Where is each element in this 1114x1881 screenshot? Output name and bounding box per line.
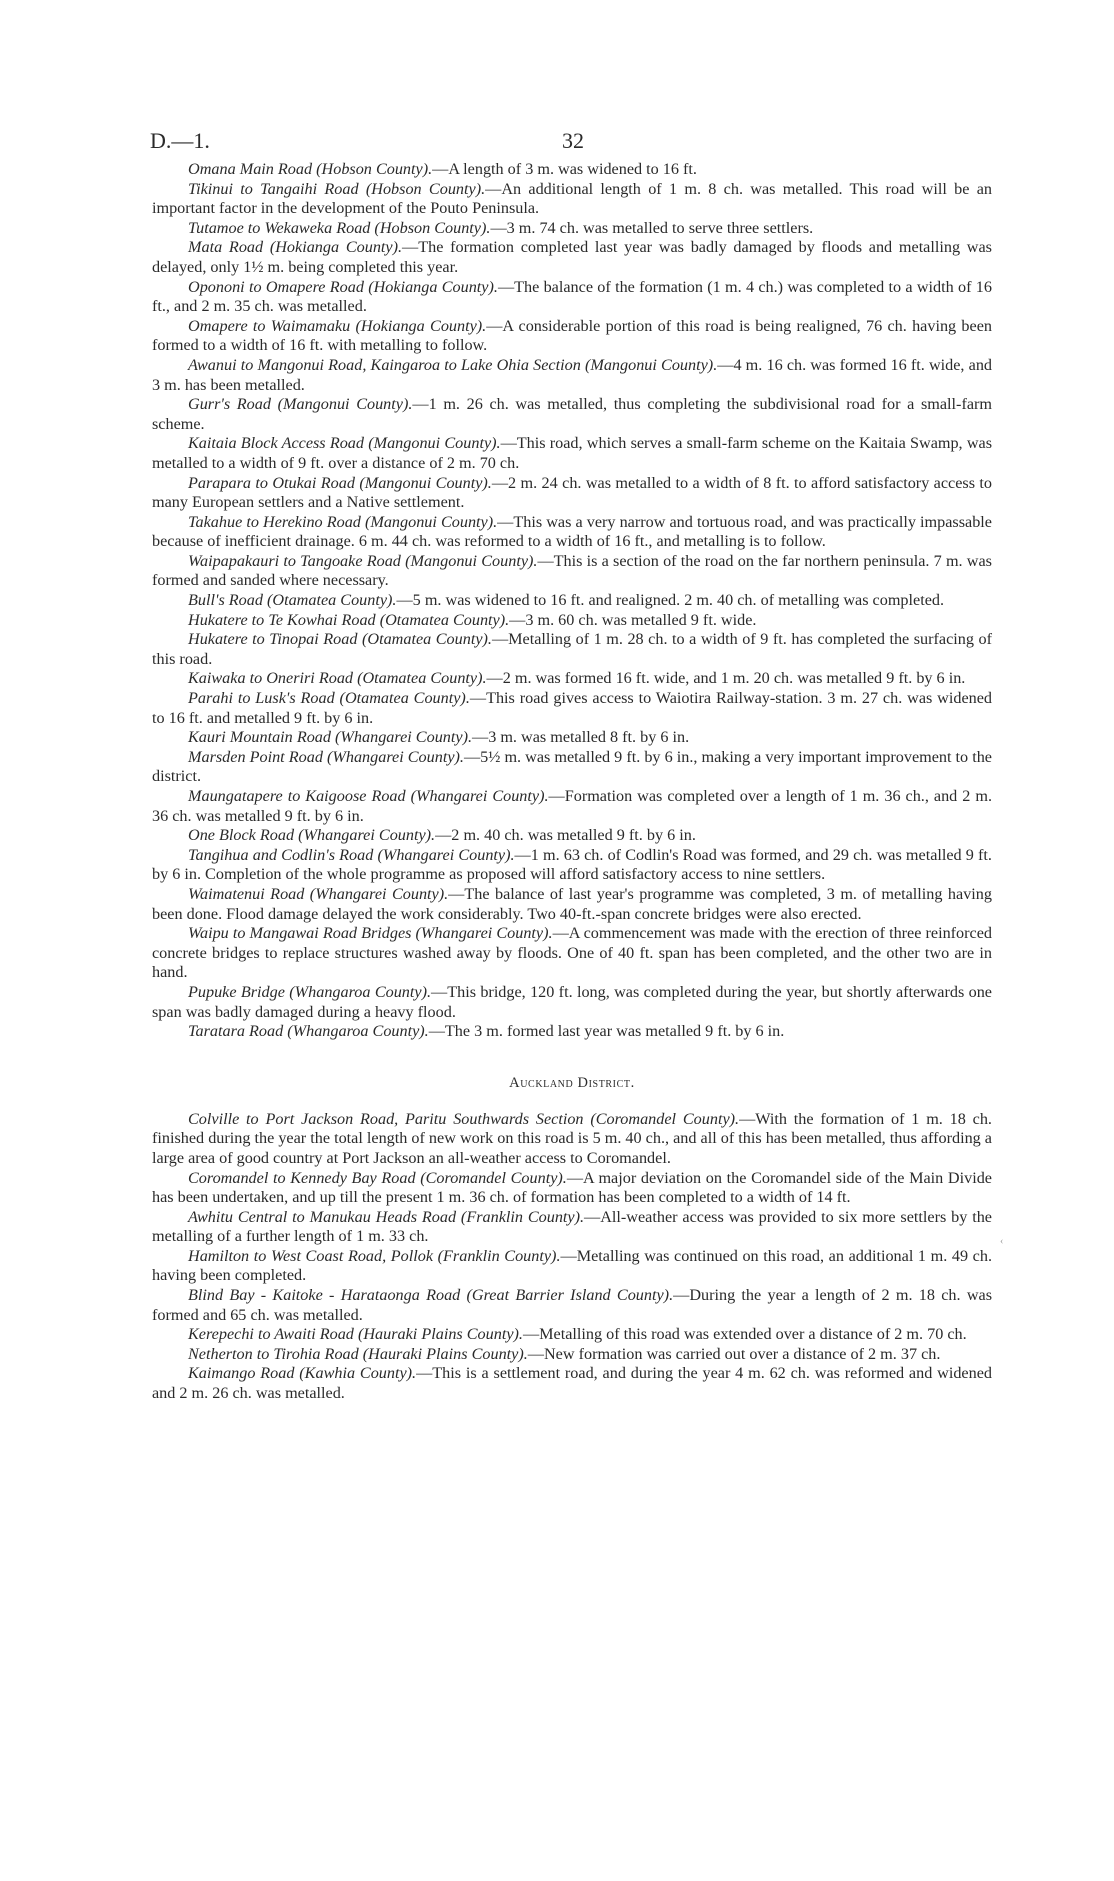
road-paragraph: [152, 924, 992, 983]
road-title: Netherton to Tirohia Road (Hauraki Plains County).: [188, 1344, 528, 1363]
road-title: Blind Bay - Kaitoke - Harataonga Road (Great Barrier Island County).: [188, 1286, 674, 1305]
road-title: Bull's Road (Otamatea County).: [188, 591, 397, 610]
road-title: Mata Road (Hokianga County).: [188, 238, 403, 257]
road-title: Omapere to Waimamaku (Hokianga County).: [188, 316, 487, 335]
road-paragraph: [152, 748, 992, 787]
road-title: Waipu to Mangawai Road Bridges (Whangarei County).: [188, 924, 553, 943]
road-title: Parahi to Lusk's Road (Otamatea County).: [188, 689, 470, 708]
road-title: Awanui to Mangonui Road, Kaingaroa to Lake Ohia Section (Mangonui County).: [188, 355, 718, 374]
road-title: Coromandel to Kennedy Bay Road (Coromandel County).: [188, 1168, 567, 1187]
road-title: Waipapakauri to Tangoake Road (Mangonui County).: [188, 551, 538, 570]
road-description: —This is a settlement road, and during the year 4 m. 62 ch. was reformed and widened and 2 m. 26 ch. was metalled.: [152, 1364, 992, 1403]
road-description: —The formation completed last year was badly damaged by floods and metalling was delayed, only 1½ m. being completed this year.: [152, 238, 992, 276]
road-description: —With the formation of 1 m. 18 ch. finished during the year the total length of new work on this road is 5 m. 40 ch., and all of this has been metalled, thus affording a large area of good country at Port Jackson an all-weather access to Coromandel.: [152, 1109, 992, 1167]
road-paragraph: [152, 826, 992, 846]
road-title: Marsden Point Road (Whangarei County).: [188, 747, 464, 766]
road-description: —This is a section of the road on the far northern peninsula. 7 m. was formed and sanded where necessary.: [152, 551, 992, 590]
road-description: —5½ m. was metalled 9 ft. by 6 in., making a very important improvement to the district.: [152, 747, 992, 786]
road-description: —An additional length of 1 m. 8 ch. was metalled. This road will be an important factor in the development of the Pouto Peninsula.: [152, 179, 992, 218]
road-description: —A commencement was made with the erection of three reinforced concrete bridges to replace structures washed away by floods. One of 40 ft. span has been completed, and the other two are in hand.: [152, 924, 993, 982]
road-paragraph: [152, 1286, 992, 1325]
road-paragraph: [152, 983, 992, 1022]
road-paragraph: [152, 728, 992, 748]
road-title: Hukatere to Te Kowhai Road (Otamatea County).: [188, 610, 510, 629]
road-paragraph: [152, 1208, 992, 1247]
road-description: —3 m. was metalled 8 ft. by 6 in.: [472, 728, 690, 747]
road-description: —2 m. 24 ch. was metalled to a width of 8 ft. to afford satisfactory access to many European settlers and a Native settlement.: [152, 473, 992, 512]
road-paragraph: [152, 474, 992, 513]
scan-mark: ‹: [1000, 1236, 1004, 1247]
road-paragraph: [152, 611, 992, 631]
road-paragraph: [152, 630, 992, 669]
road-description: —Metalling of this road was extended over a distance of 2 m. 70 ch.: [522, 1325, 967, 1344]
road-description: —The balance of the formation (1 m. 4 ch.) was completed to a width of 16 ft., and 2 m. 35 ch. was metalled.: [152, 277, 992, 316]
document-reference: D.—1.: [150, 128, 210, 153]
road-paragraph: [152, 356, 992, 395]
road-paragraph: [152, 1325, 992, 1345]
road-title: Kaiwaka to Oneriri Road (Otamatea County).: [188, 669, 487, 688]
road-title: Colville to Port Jackson Road, Paritu Southwards Section (Coromandel County).: [188, 1109, 740, 1128]
road-description: —3 m. 74 ch. was metalled to serve three settlers.: [490, 218, 814, 237]
road-description: —2 m. was formed 16 ft. wide, and 1 m. 20 ch. was metalled 9 ft. by 6 in.: [486, 669, 966, 688]
road-title: Kaimango Road (Kawhia County).: [188, 1364, 417, 1383]
road-description: —4 m. 16 ch. was formed 16 ft. wide, and 3 m. has been metalled.: [152, 355, 993, 394]
road-description: —5 m. was widened to 16 ft. and realigned. 2 m. 40 ch. of metalling was completed.: [396, 591, 945, 610]
road-paragraph: [152, 552, 992, 591]
road-description: —This road gives access to Waiotira Railway-station. 3 m. 27 ch. was widened to 16 ft. and metalled 9 ft. by 6 in.: [152, 689, 993, 727]
road-paragraph: [152, 219, 992, 239]
road-title: Takahue to Herekino Road (Mangonui County).: [188, 512, 498, 531]
road-description: —3 m. 60 ch. was metalled 9 ft. wide.: [509, 610, 757, 629]
road-description: —Formation was completed over a length of 1 m. 36 ch., and 2 m. 36 ch. was metalled 9 ft. by 6 in.: [152, 787, 992, 825]
road-paragraph: [152, 885, 992, 924]
district-heading: Auckland District.: [509, 1074, 635, 1091]
road-description: —Metalling of 1 m. 28 ch. to a width of 9 ft. has completed the surfacing of this road.: [152, 630, 992, 668]
road-paragraph: [152, 1247, 992, 1286]
road-paragraph: [152, 689, 992, 728]
road-title: Hukatere to Tinopai Road (Otamatea County).: [188, 630, 492, 649]
road-title: Omana Main Road (Hobson County).: [188, 160, 433, 178]
road-paragraph: [152, 1345, 992, 1365]
auckland-district-section: [152, 1110, 992, 1404]
road-paragraph: [152, 787, 992, 826]
road-title: Tikinui to Tangaihi Road (Hobson County).: [188, 179, 486, 198]
road-description: —Metalling was continued on this road, an additional 1 m. 49 ch. having been completed.: [152, 1246, 993, 1285]
road-paragraph: [152, 160, 992, 180]
road-title: Kaitaia Block Access Road (Mangonui County).: [188, 434, 501, 453]
road-description: —This bridge, 120 ft. long, was completed during the year, but shortly afterwards one span was badly damaged during a heavy flood.: [152, 982, 992, 1021]
road-paragraph: [152, 395, 992, 434]
road-description: —1 m. 63 ch. of Codlin's Road was formed, and 29 ch. was metalled 9 ft. by 6 in. Completion of the whole programme as proposed will afford satisfactory access to nine settlers.: [152, 845, 992, 884]
road-title: Awhitu Central to Manukau Heads Road (Franklin County).: [188, 1207, 585, 1226]
road-title: Taratara Road (Whangaroa County).: [188, 1022, 429, 1041]
road-paragraph: [152, 591, 992, 611]
road-paragraph: [152, 513, 992, 552]
road-description: —1 m. 26 ch. was metalled, thus completing the subdivisional road for a small-farm scheme.: [152, 395, 992, 433]
road-description: —The balance of last year's programme was completed, 3 m. of metalling having been done. Flood damage delayed the work considerably. Two 40-ft.-span concrete bridges were also erected.: [152, 884, 992, 923]
page-header: [152, 128, 992, 160]
road-title: Parapara to Otukai Road (Mangonui County).: [188, 473, 492, 492]
road-title: Opononi to Omapere Road (Hokianga County).: [188, 277, 498, 296]
road-description: —2 m. 40 ch. was metalled 9 ft. by 6 in.: [435, 826, 696, 845]
road-description: —New formation was carried out over a distance of 2 m. 37 ch.: [527, 1344, 941, 1363]
road-paragraph: [152, 180, 992, 219]
road-description: —This road, which serves a small-farm scheme on the Kaitaia Swamp, was metalled to a width of 9 ft. over a distance of 2 m. 70 ch.: [152, 434, 992, 472]
road-description: —A major deviation on the Coromandel side of the Main Divide has been undertaken, and up till the present 1 m. 36 ch. of formation has been completed to a width of 14 ft.: [152, 1168, 992, 1207]
county-roads-section: [152, 160, 992, 1042]
road-description: —During the year a length of 2 m. 18 ch. was formed and 65 ch. was metalled.: [152, 1286, 992, 1324]
road-description: —This was a very narrow and tortuous road, and was practically impassable because of inefficient drainage. 6 m. 44 ch. was reformed to a width of 16 ft., and metalling is to follow.: [152, 512, 992, 551]
road-description: —All-weather access was provided to six more settlers by the metalling of a further length of 1 m. 33 ch.: [152, 1207, 992, 1246]
road-paragraph: [152, 846, 992, 885]
road-paragraph: [152, 669, 992, 689]
road-paragraph: [152, 1110, 992, 1169]
document-page: [152, 128, 992, 1404]
page-number: 32: [562, 128, 584, 153]
road-title: Waimatenui Road (Whangarei County).: [188, 884, 449, 903]
road-title: Tutamoe to Wekaweka Road (Hobson County).: [188, 218, 491, 237]
road-title: Tangihua and Codlin's Road (Whangarei County).: [188, 845, 515, 864]
road-paragraph: [152, 317, 992, 356]
road-paragraph: [152, 1169, 992, 1208]
road-title: Kauri Mountain Road (Whangarei County).: [188, 728, 473, 747]
road-title: One Block Road (Whangarei County).: [188, 826, 436, 845]
road-title: Hamilton to West Coast Road, Pollok (Franklin County).: [188, 1246, 561, 1265]
road-paragraph: [152, 278, 992, 317]
road-description: —A considerable portion of this road is being realigned, 76 ch. having been formed to a width of 16 ft. with metalling to follow.: [152, 316, 992, 355]
road-paragraph: [152, 238, 992, 277]
road-paragraph: [152, 1364, 992, 1403]
road-title: Kerepechi to Awaiti Road (Hauraki Plains County).: [188, 1325, 523, 1344]
road-description: —A length of 3 m. was widened to 16 ft.: [432, 160, 697, 178]
road-title: Pupuke Bridge (Whangaroa County).: [188, 982, 432, 1001]
road-paragraph: [152, 434, 992, 473]
road-title: Gurr's Road (Mangonui County).: [188, 395, 413, 414]
road-title: Maungatapere to Kaigoose Road (Whangarei County).: [188, 787, 549, 805]
road-description: —The 3 m. formed last year was metalled 9 ft. by 6 in.: [428, 1022, 785, 1041]
road-paragraph: [152, 1022, 992, 1042]
